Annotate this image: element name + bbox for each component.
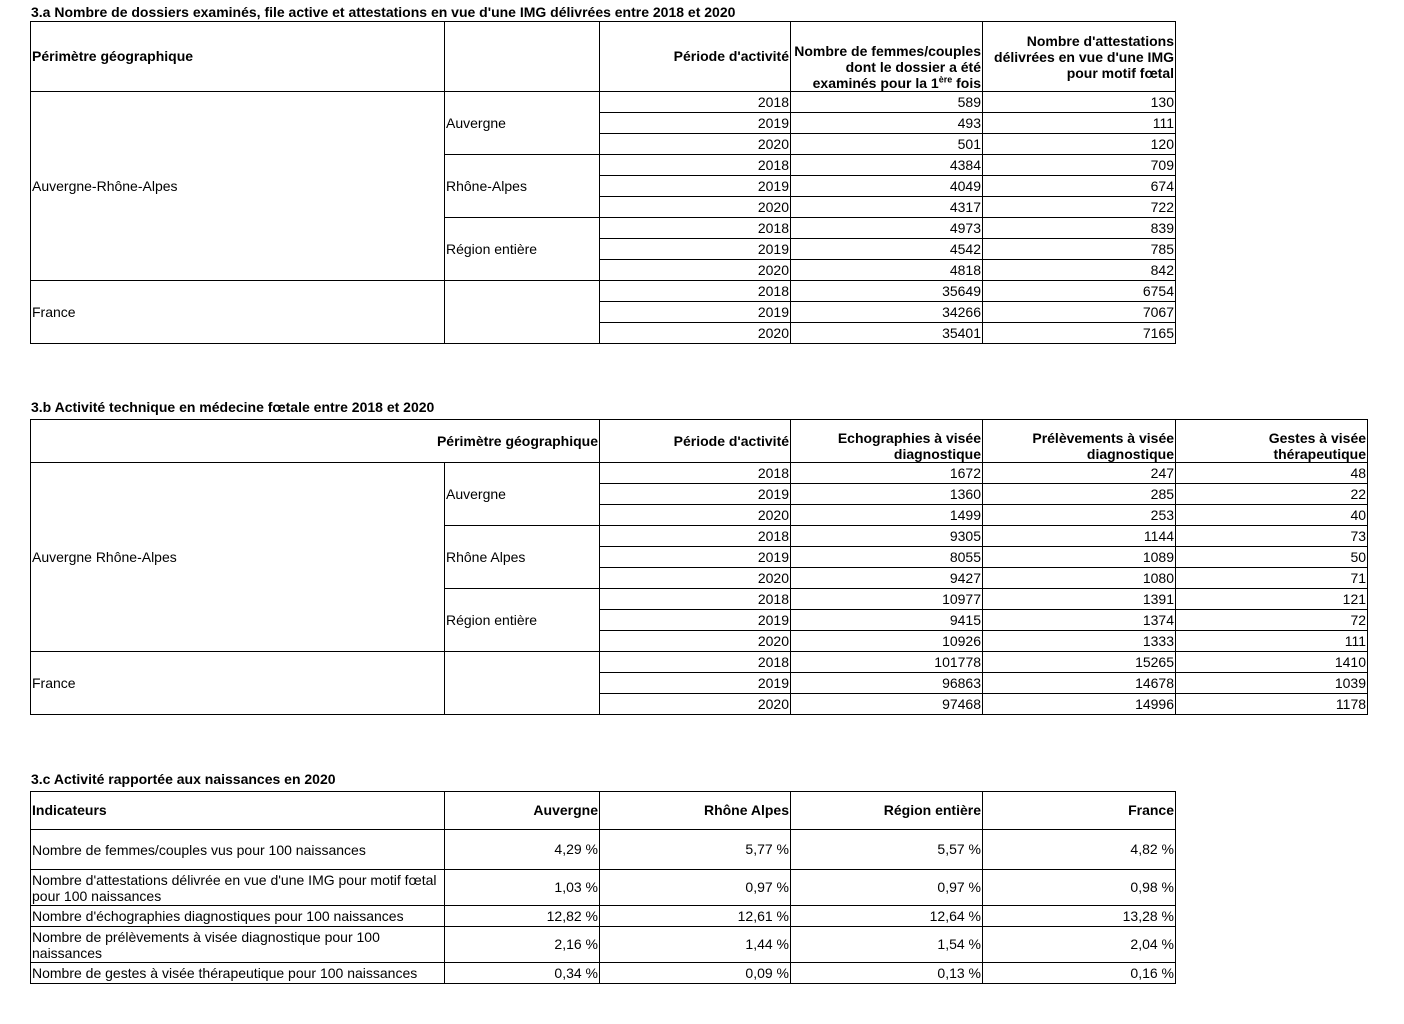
subregion-cell: Auvergne [445,92,600,155]
region-value: 0,13 % [791,963,983,984]
prelevements-cell: 247 [983,463,1176,484]
subregion-cell [445,652,600,715]
header-perimetre: Périmètre géographique [31,420,600,463]
prelevements-cell: 285 [983,484,1176,505]
gestes-cell: 72 [1176,610,1368,631]
rhone-alpes-value: 0,09 % [600,963,791,984]
year-cell: 2018 [600,463,791,484]
table-row [31,963,1176,984]
femmes-cell: 34266 [791,302,983,323]
table-row [31,906,1176,927]
attestations-cell: 674 [983,176,1176,197]
gestes-cell: 40 [1176,505,1368,526]
year-cell: 2019 [600,302,791,323]
table-a [30,21,1176,344]
header-region: Région entière [791,792,983,830]
femmes-cell: 35649 [791,281,983,302]
year-cell: 2018 [600,652,791,673]
year-cell: 2020 [600,260,791,281]
region-value: 0,97 % [791,870,983,906]
header-indicateurs: Indicateurs [31,792,445,830]
year-cell: 2019 [600,610,791,631]
year-cell: 2019 [600,239,791,260]
indicator-label: Nombre d'échographies diagnostiques pour 100 naissances [31,906,445,927]
region-cell: France [31,281,445,344]
auvergne-value: 0,34 % [445,963,600,984]
header-attestations: Nombre d'attestations délivrées en vue d'une IMG pour motif fœtal [983,22,1176,92]
indicator-label: Nombre de femmes/couples vus pour 100 naissances [31,830,445,870]
echographies-cell: 101778 [791,652,983,673]
region-cell: Auvergne Rhône-Alpes [31,463,445,652]
gestes-cell: 1039 [1176,673,1368,694]
year-cell: 2019 [600,113,791,134]
table-b [30,419,1368,715]
subregion-cell: Auvergne [445,463,600,526]
rhone-alpes-value: 5,77 % [600,830,791,870]
prelevements-cell: 1080 [983,568,1176,589]
gestes-cell: 22 [1176,484,1368,505]
attestations-cell: 6754 [983,281,1176,302]
echographies-cell: 9427 [791,568,983,589]
attestations-cell: 722 [983,197,1176,218]
year-cell: 2020 [600,631,791,652]
auvergne-value: 2,16 % [445,927,600,963]
subregion-cell: Rhône Alpes [445,526,600,589]
table-row [31,830,1176,870]
echographies-cell: 1672 [791,463,983,484]
echographies-cell: 9415 [791,610,983,631]
section-b-title: 3.b Activité technique en médecine fœtale entre 2018 et 2020 [31,399,435,415]
femmes-cell: 589 [791,92,983,113]
section-a-title: 3.a Nombre de dossiers examinés, file active et attestations en vue d'une IMG délivrées entre 2018 et 2020 [31,4,736,20]
echographies-cell: 1360 [791,484,983,505]
gestes-cell: 73 [1176,526,1368,547]
prelevements-cell: 14678 [983,673,1176,694]
year-cell: 2018 [600,281,791,302]
subregion-cell: Région entière [445,589,600,652]
echographies-cell: 8055 [791,547,983,568]
year-cell: 2018 [600,155,791,176]
france-value: 2,04 % [983,927,1176,963]
subregion-cell [445,281,600,344]
year-cell: 2018 [600,92,791,113]
femmes-cell: 4542 [791,239,983,260]
france-value: 0,16 % [983,963,1176,984]
auvergne-value: 12,82 % [445,906,600,927]
year-cell: 2020 [600,568,791,589]
header-gestes: Gestes à visée thérapeutique [1176,420,1368,463]
prelevements-cell: 253 [983,505,1176,526]
rhone-alpes-value: 0,97 % [600,870,791,906]
header-empty [445,22,600,92]
header-periode: Période d'activité [600,22,791,92]
gestes-cell: 121 [1176,589,1368,610]
year-cell: 2018 [600,218,791,239]
attestations-cell: 842 [983,260,1176,281]
gestes-cell: 1178 [1176,694,1368,715]
auvergne-value: 1,03 % [445,870,600,906]
header-france: France [983,792,1176,830]
year-cell: 2018 [600,526,791,547]
attestations-cell: 785 [983,239,1176,260]
table-b-header-row [31,420,1368,463]
prelevements-cell: 1144 [983,526,1176,547]
header-femmes [791,22,983,92]
region-cell: Auvergne-Rhône-Alpes [31,92,445,281]
section-c-title: 3.c Activité rapportée aux naissances en 2020 [31,771,336,787]
echographies-cell: 9305 [791,526,983,547]
femmes-cell: 501 [791,134,983,155]
subregion-cell: Rhône-Alpes [445,155,600,218]
femmes-cell: 35401 [791,323,983,344]
table-row [31,927,1176,963]
auvergne-value: 4,29 % [445,830,600,870]
prelevements-cell: 1089 [983,547,1176,568]
table-row [31,92,1176,113]
echographies-cell: 10977 [791,589,983,610]
table-c-header-row [31,792,1176,830]
table-c [30,791,1176,984]
prelevements-cell: 14996 [983,694,1176,715]
header-periode: Période d'activité [600,420,791,463]
gestes-cell: 48 [1176,463,1368,484]
attestations-cell: 839 [983,218,1176,239]
rhone-alpes-value: 12,61 % [600,906,791,927]
femmes-cell: 4384 [791,155,983,176]
table-a-header-row [31,22,1176,92]
attestations-cell: 130 [983,92,1176,113]
gestes-cell: 1410 [1176,652,1368,673]
region-value: 5,57 % [791,830,983,870]
year-cell: 2019 [600,176,791,197]
header-rhone-alpes: Rhône Alpes [600,792,791,830]
femmes-cell: 4049 [791,176,983,197]
gestes-cell: 50 [1176,547,1368,568]
attestations-cell: 120 [983,134,1176,155]
gestes-cell: 111 [1176,631,1368,652]
indicator-label: Nombre d'attestations délivrée en vue d'une IMG pour motif fœtal pour 100 naissances [31,870,445,906]
femmes-cell: 4818 [791,260,983,281]
year-cell: 2020 [600,323,791,344]
echographies-cell: 10926 [791,631,983,652]
france-value: 13,28 % [983,906,1176,927]
femmes-cell: 4317 [791,197,983,218]
year-cell: 2019 [600,673,791,694]
femmes-cell: 493 [791,113,983,134]
gestes-cell: 71 [1176,568,1368,589]
header-femmes-end: fois [952,75,981,91]
year-cell: 2018 [600,589,791,610]
table-row [31,652,1368,673]
region-value: 12,64 % [791,906,983,927]
year-cell: 2020 [600,505,791,526]
header-auvergne: Auvergne [445,792,600,830]
table-row [31,870,1176,906]
attestations-cell: 111 [983,113,1176,134]
year-cell: 2019 [600,484,791,505]
header-femmes-sup: ère [938,74,953,85]
prelevements-cell: 1333 [983,631,1176,652]
indicator-label: Nombre de gestes à visée thérapeutique pour 100 naissances [31,963,445,984]
year-cell: 2019 [600,547,791,568]
header-echographies: Echographies à visée diagnostique [791,420,983,463]
year-cell: 2020 [600,197,791,218]
france-value: 0,98 % [983,870,1176,906]
header-prelevements: Prélèvements à visée diagnostique [983,420,1176,463]
region-value: 1,54 % [791,927,983,963]
region-cell: France [31,652,445,715]
year-cell: 2020 [600,134,791,155]
header-perimetre: Périmètre géographique [31,22,445,92]
prelevements-cell: 1391 [983,589,1176,610]
echographies-cell: 96863 [791,673,983,694]
femmes-cell: 4973 [791,218,983,239]
header-femmes-text: Nombre de femmes/couples dont le dossier a été examinés pour la 1 [794,43,981,91]
attestations-cell: 709 [983,155,1176,176]
prelevements-cell: 1374 [983,610,1176,631]
echographies-cell: 97468 [791,694,983,715]
table-row [31,281,1176,302]
attestations-cell: 7067 [983,302,1176,323]
echographies-cell: 1499 [791,505,983,526]
prelevements-cell: 15265 [983,652,1176,673]
indicator-label: Nombre de prélèvements à visée diagnostique pour 100 naissances [31,927,445,963]
france-value: 4,82 % [983,830,1176,870]
attestations-cell: 7165 [983,323,1176,344]
subregion-cell: Région entière [445,218,600,281]
table-row [31,463,1368,484]
year-cell: 2020 [600,694,791,715]
rhone-alpes-value: 1,44 % [600,927,791,963]
